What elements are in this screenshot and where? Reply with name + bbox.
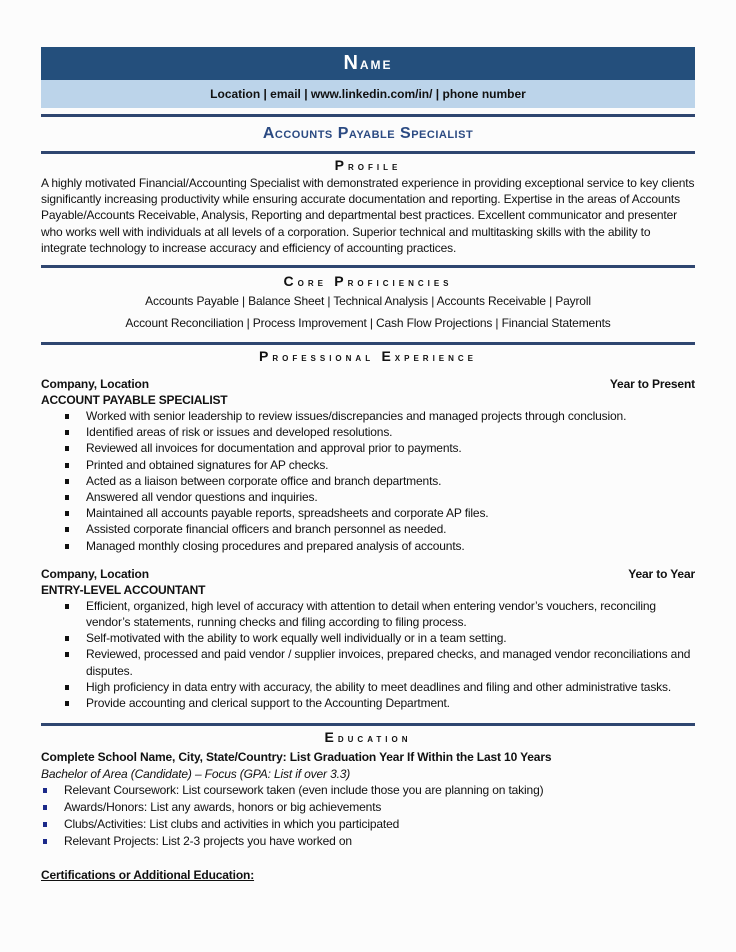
- contact-banner: [41, 80, 695, 108]
- heading-initial: C: [283, 273, 298, 290]
- name-rest: ame: [359, 54, 393, 73]
- bullet-text: Printed and obtained signatures for AP checks.: [86, 457, 329, 472]
- name-banner: [41, 47, 695, 80]
- bullet-square-icon: [65, 604, 69, 609]
- list-item: [86, 521, 695, 537]
- job-dates: Year to Present: [609, 377, 695, 392]
- bullet-text: Self-motivated with the ability to work equally well individually or in a team setting.: [86, 631, 507, 646]
- bullet-text: Clubs/Activities: List clubs and activities in which you participated: [64, 817, 400, 832]
- list-item: [86, 598, 695, 630]
- bullet-square-icon: [65, 430, 69, 435]
- bullet-text: Identified areas of risk or issues and developed resolutions.: [86, 425, 393, 440]
- bullet-square-icon: [65, 636, 69, 641]
- bullet-square-icon: [65, 479, 69, 484]
- bullet-square-icon: [65, 544, 69, 549]
- heading-initial: P: [258, 348, 273, 365]
- list-item: [86, 457, 695, 473]
- job-dates: Year to Year: [628, 566, 695, 581]
- list-item: [64, 799, 695, 816]
- section-heading-profile: [41, 158, 695, 174]
- list-item: [86, 424, 695, 440]
- list-item: [86, 408, 695, 424]
- job-company: Company, Location: [41, 566, 149, 581]
- job-role: ENTRY-LEVEL ACCOUNTANT: [41, 582, 206, 597]
- name-initial: N: [343, 52, 360, 74]
- list-item: [86, 679, 695, 695]
- bullet-text: Answered all vendor questions and inquiries.: [86, 490, 318, 505]
- divider: [41, 151, 695, 154]
- bullet-square-icon: [65, 685, 69, 690]
- education-section: [41, 730, 695, 882]
- list-item: [86, 505, 695, 521]
- heading-initial: P: [334, 273, 348, 290]
- proficiency-line: Account Reconciliation | Process Improvement | Cash Flow Projections | Financial Statements: [125, 316, 611, 331]
- list-item: [86, 630, 695, 646]
- bullet-text: Worked with senior leadership to review issues/discrepancies and managed projects through conclusion.: [86, 409, 627, 424]
- profile-summary: A highly motivated Financial/Accounting Specialist with demonstrated experience in providing exceptional service to key clients significantly increasing productivity while ensuring accurate documentation and reporting. Expertise in the areas of Accounts Payable/Accounts Receivable, Analysis, Reporting and departmental best practices. Excellent communicator and presenter who works well with individuals at all levels of a corporation. Superior technical and multitasking skills with the ability to integrate technology to increase accuracy and efficiency of accounting practices.: [41, 176, 695, 255]
- bullet-square-icon: [43, 805, 47, 810]
- job-entry: [41, 554, 695, 711]
- heading-initial: E: [324, 729, 338, 746]
- list-item: [86, 440, 695, 456]
- divider: [41, 342, 695, 345]
- bullet-square-icon: [65, 527, 69, 532]
- job-header: [41, 376, 695, 392]
- bullet-square-icon: [65, 652, 69, 657]
- section-heading-professional-experience: [41, 349, 695, 365]
- list-item: [86, 538, 695, 554]
- bullet-text: Assisted corporate financial officers and branch personnel as needed.: [86, 522, 447, 537]
- job-entry: [41, 365, 695, 554]
- proficiency-line: Accounts Payable | Balance Sheet | Technical Analysis | Accounts Receivable | Payroll: [145, 294, 591, 309]
- resume-page: [41, 47, 695, 882]
- bullet-square-icon: [65, 446, 69, 451]
- bullet-square-icon: [65, 495, 69, 500]
- section-heading-education: [41, 730, 695, 746]
- job-bullet-list: [41, 598, 695, 711]
- bullet-text: Relevant Projects: List 2-3 projects you have worked on: [64, 834, 352, 849]
- heading-rest: xperience: [394, 350, 478, 365]
- bullet-square-icon: [43, 788, 47, 793]
- target-job-title: Accounts Payable Specialist: [262, 125, 474, 142]
- job-role: ACCOUNT PAYABLE SPECIALIST: [41, 393, 228, 408]
- list-item: [86, 646, 695, 678]
- list-item: [64, 782, 695, 799]
- list-item: [64, 833, 695, 850]
- bullet-text: Reviewed all invoices for documentation and approval prior to payments.: [86, 441, 462, 456]
- bullet-text: Acted as a liaison between corporate office and branch departments.: [86, 473, 442, 488]
- job-company: Company, Location: [41, 377, 149, 392]
- bullet-square-icon: [65, 511, 69, 516]
- heading-initial: P: [334, 157, 348, 173]
- bullet-square-icon: [43, 839, 47, 844]
- candidate-name: [343, 52, 392, 75]
- contact-info: Location | email | www.linkedin.com/in/ | phone number: [210, 87, 526, 101]
- list-item: [86, 695, 695, 711]
- list-item: [64, 816, 695, 833]
- education-school: Complete School Name, City, State/Country: List Graduation Year If Within the Last 10 Years: [41, 750, 552, 765]
- bullet-square-icon: [65, 463, 69, 468]
- certifications-heading: Certifications or Additional Education:: [41, 868, 255, 883]
- heading-rest: ducation: [337, 731, 412, 746]
- bullet-text: Managed monthly closing procedures and prepared analysis of accounts.: [86, 538, 465, 553]
- heading-rest: rofile: [348, 159, 402, 173]
- list-item: [86, 473, 695, 489]
- heading-rest: rofessional: [272, 350, 375, 365]
- bullet-text: Awards/Honors: List any awards, honors or big achievements: [64, 800, 382, 815]
- bullet-text: Efficient, organized, high level of accuracy with attention to detail when entering vendor’s vouchers, reconciling vendor’s statements, running checks and filing according to filing process.: [86, 598, 656, 630]
- bullet-text: Reviewed, processed and paid vendor / supplier invoices, prepared checks, and managed vendor reconciliations and disputes.: [86, 647, 691, 678]
- bullet-text: High proficiency in data entry with accuracy, the ability to meet deadlines and filing and other administrative tasks.: [86, 679, 672, 694]
- education-degree: Bachelor of Area (Candidate) – Focus (GPA: List if over 3.3): [41, 766, 351, 781]
- bullet-square-icon: [65, 701, 69, 706]
- bullet-text: Maintained all accounts payable reports, spreadsheets and corporate AP files.: [86, 506, 489, 521]
- core-proficiencies-section: [41, 268, 695, 342]
- list-item: [86, 489, 695, 505]
- bullet-square-icon: [43, 822, 47, 827]
- professional-experience-section: [41, 349, 695, 723]
- bullet-text: Relevant Coursework: List coursework taken (even include those you are planning on taking): [64, 783, 544, 798]
- spacer: [41, 711, 695, 723]
- divider: [41, 723, 695, 726]
- profile-section: [41, 158, 695, 265]
- job-header: [41, 566, 695, 582]
- bullet-square-icon: [65, 414, 69, 419]
- education-bullet-list: [41, 782, 695, 850]
- heading-rest: roficiencies: [347, 275, 453, 290]
- heading-initial: E: [381, 348, 395, 365]
- job-bullet-list: [41, 408, 695, 554]
- section-heading-core-proficiencies: [41, 274, 695, 290]
- bullet-text: Provide accounting and clerical support to the Accounting Department.: [86, 696, 450, 711]
- heading-rest: ore: [297, 275, 327, 290]
